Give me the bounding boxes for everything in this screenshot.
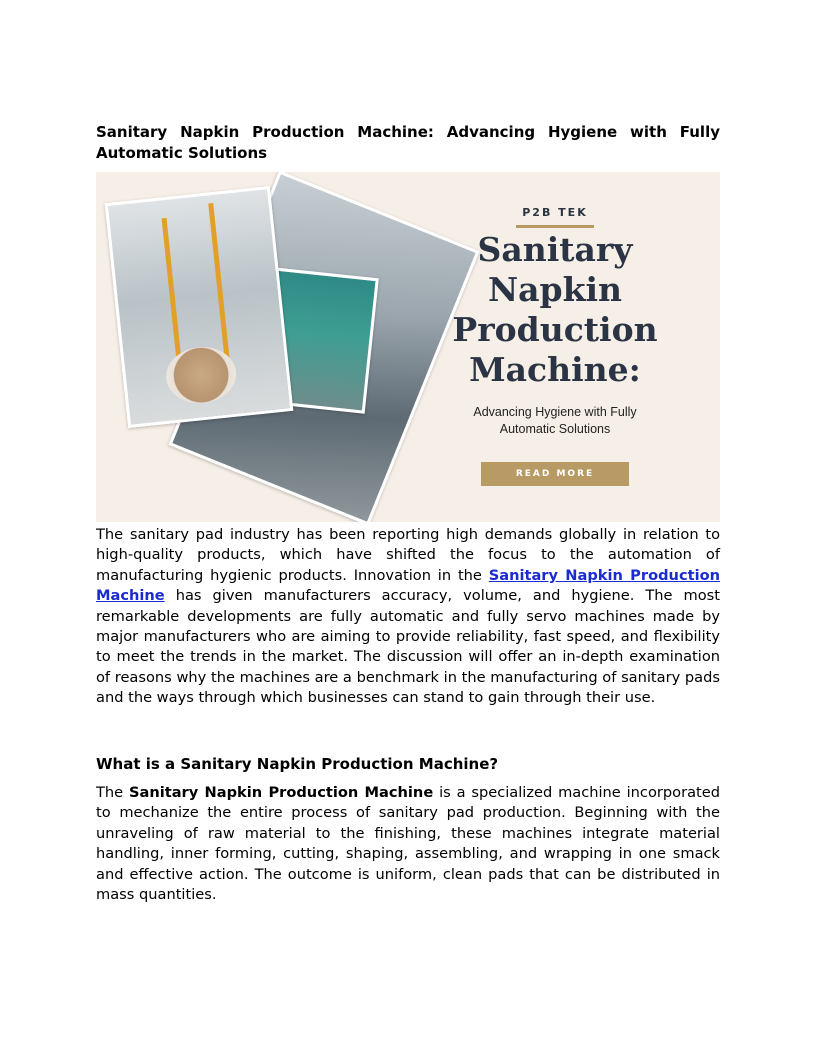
machine-photo-front <box>105 186 294 428</box>
intro-paragraph <box>96 525 720 709</box>
intro-text: The sanitary pad industry has been reporting high demands globally in relation to high-quality products, which have shifted the focus to the automation of manufacturing hygienic products. Innovation in the <box>96 526 720 584</box>
section-paragraph <box>96 783 720 905</box>
hero-subtitle <box>448 404 662 438</box>
hero-text-block <box>448 172 662 522</box>
section-text-continued: is a specialized machine incorporated to mechanize the entire process of sanitary pad production. Beginning with the unraveling of raw material to the finishing, these machines integrate material handling, inner forming, cutting, shaping, assembling, and wrapping in one smack and effective action. The outcome is uniform, clean pads that can be distributed in mass quantities. <box>96 784 720 904</box>
brand-underline <box>516 225 594 228</box>
intro-text-continued: has given manufacturers accuracy, volume, and hygiene. The most remarkable developments are fully automatic and fully servo machines made by major manufacturers who are aiming to provide reliability, fast speed, and flexibility to meet the trends in the market. The discussion will offer an in-depth examination of reasons why the machines are a benchmark in the manufacturing of sanitary pads and the ways through which businesses can stand to gain through their use. <box>96 587 720 707</box>
hero-subtitle-line: Advancing Hygiene with Fully <box>473 405 637 419</box>
hero-subtitle-line: Automatic Solutions <box>499 422 611 436</box>
hero-title-line: Production <box>452 310 658 349</box>
hero-title <box>448 230 662 390</box>
hero-title-line: Sanitary <box>477 230 633 269</box>
page-title: Sanitary Napkin Production Machine: Advancing Hygiene with Fully Automatic Solutions <box>96 123 720 162</box>
machine-frame-bar <box>162 218 183 368</box>
brand-label: P2B TEK <box>522 206 588 219</box>
read-more-button[interactable]: READ MORE <box>481 462 629 486</box>
hero-title-line: Napkin <box>487 270 622 309</box>
section-heading: What is a Sanitary Napkin Production Machine? <box>96 755 499 773</box>
hero-title-line: Machine: <box>469 350 641 389</box>
section-bold-term: Sanitary Napkin Production Machine <box>128 784 434 801</box>
section-text: The <box>96 784 129 801</box>
hero-banner-image <box>96 172 720 522</box>
sanitary-napkin-machine-link[interactable]: Sanitary Napkin Production Machine <box>96 566 720 605</box>
